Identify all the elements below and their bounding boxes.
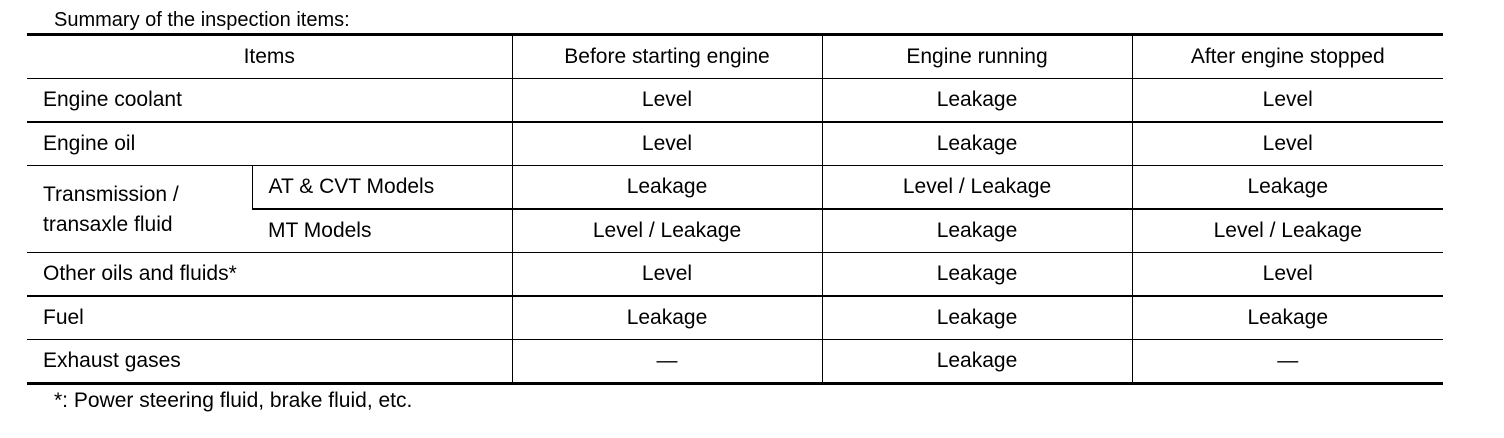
running-value: Leakage — [822, 253, 1132, 297]
table-row — [27, 79, 1443, 123]
inspection-items-table — [27, 33, 1443, 385]
table-caption: Summary of the inspection items: — [54, 9, 350, 31]
item-name: Fuel — [27, 296, 512, 340]
item-name-line-2: transaxle fluid — [43, 212, 173, 236]
before-value: Level / Leakage — [512, 209, 822, 253]
model-name: MT Models — [252, 209, 512, 253]
table-row — [27, 253, 1443, 297]
running-value: Leakage — [822, 296, 1132, 340]
running-value: Level / Leakage — [822, 166, 1132, 210]
before-value: Leakage — [512, 296, 822, 340]
after-value: Level — [1132, 253, 1443, 297]
item-name — [27, 166, 252, 253]
item-name: Engine oil — [27, 122, 512, 166]
header-engine-running: Engine running — [822, 35, 1132, 79]
running-value: Leakage — [822, 340, 1132, 384]
running-value: Leakage — [822, 79, 1132, 123]
item-name: Exhaust gases — [27, 340, 512, 384]
item-name: Engine coolant — [27, 79, 512, 123]
after-value: Leakage — [1132, 166, 1443, 210]
item-name: Other oils and fluids* — [27, 253, 512, 297]
before-value: Leakage — [512, 166, 822, 210]
header-items: Items — [243, 45, 295, 68]
running-value: Leakage — [822, 209, 1132, 253]
table-row — [27, 122, 1443, 166]
table-row — [27, 340, 1443, 384]
running-value: Leakage — [822, 122, 1132, 166]
table-footnote: *: Power steering fluid, brake fluid, etc. — [54, 389, 413, 412]
after-value: Level / Leakage — [1132, 209, 1443, 253]
before-value: Level — [512, 79, 822, 123]
after-value: Level — [1132, 122, 1443, 166]
before-value: Level — [512, 122, 822, 166]
before-value: Level — [512, 253, 822, 297]
after-value: — — [1132, 340, 1443, 384]
model-name: AT & CVT Models — [252, 166, 512, 210]
header-row — [27, 35, 1443, 79]
after-value: Leakage — [1132, 296, 1443, 340]
before-value: — — [512, 340, 822, 384]
table-row — [27, 166, 1443, 210]
after-value: Level — [1132, 79, 1443, 123]
header-after-engine-stopped: After engine stopped — [1132, 35, 1443, 79]
table-row — [27, 296, 1443, 340]
item-name-line-1: Transmission / — [43, 182, 179, 206]
header-before-starting-engine: Before starting engine — [512, 35, 822, 79]
